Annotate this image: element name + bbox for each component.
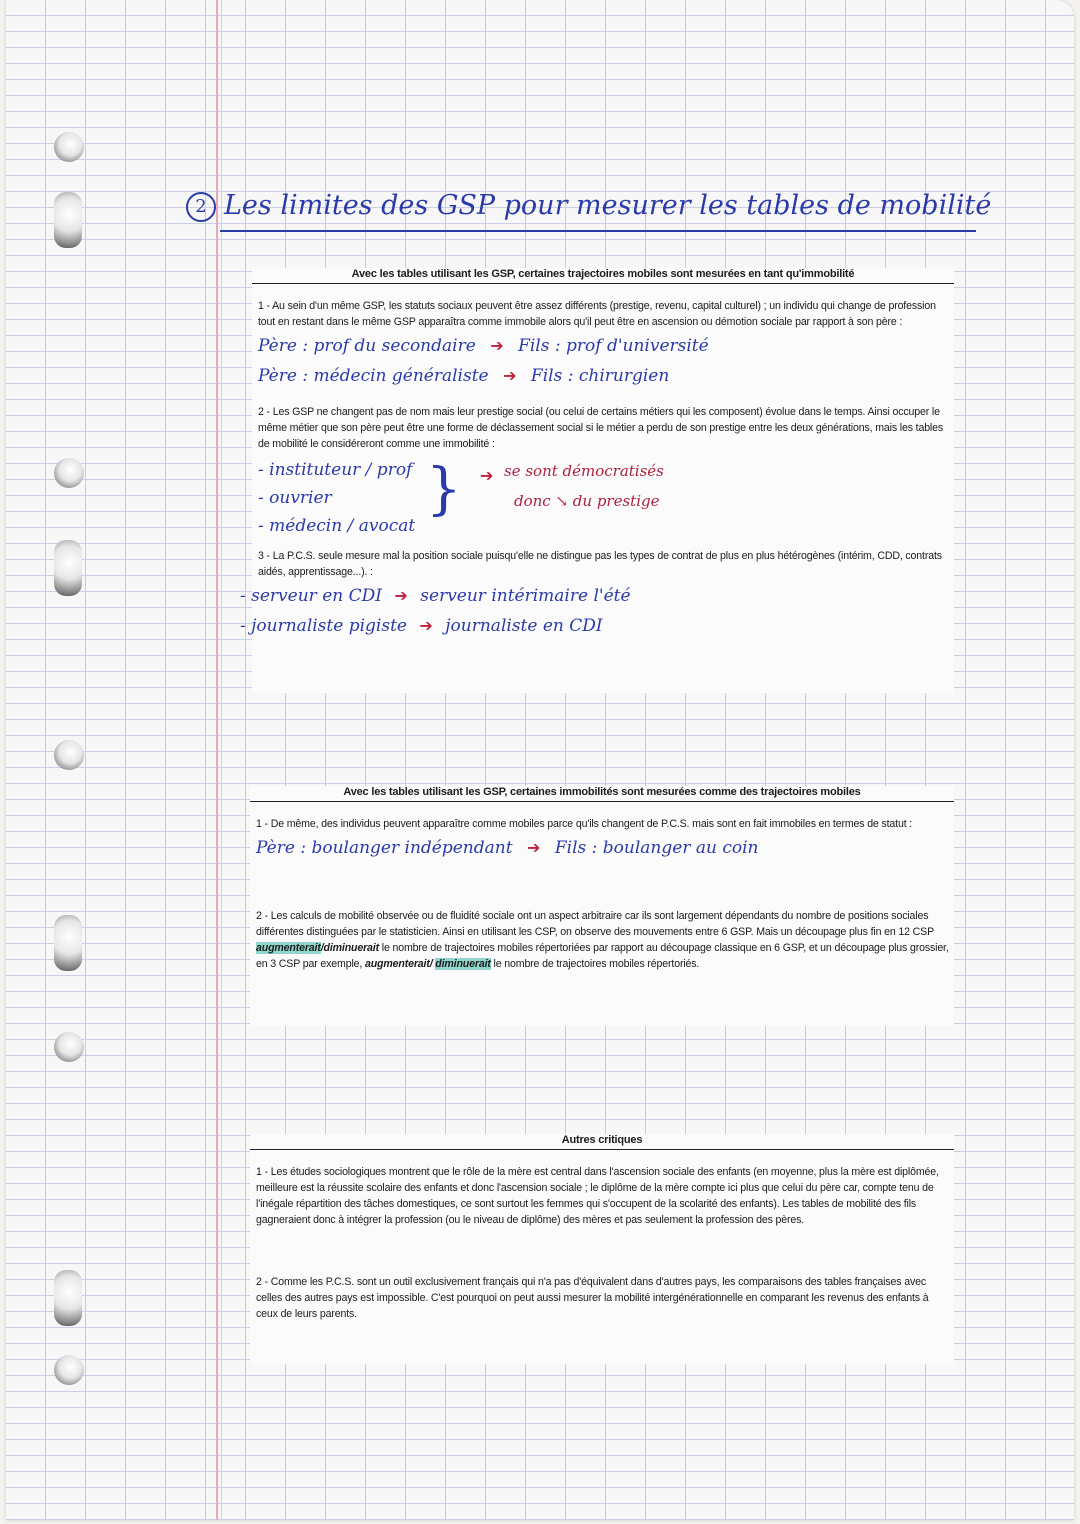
binder-hole bbox=[54, 192, 82, 248]
example-before: - journaliste pigiste bbox=[240, 616, 407, 636]
professions-list bbox=[258, 458, 954, 544]
arrow-icon: ➔ bbox=[480, 468, 494, 485]
binder-hole bbox=[54, 915, 82, 971]
notebook-page bbox=[6, 0, 1074, 1520]
note-democratised: se sont démocratisés bbox=[504, 462, 664, 480]
binder-hole bbox=[54, 540, 82, 596]
binder-hole bbox=[54, 740, 84, 770]
section-1-paragraph-3: 3 - La P.C.S. seule mesure mal la position sociale puisqu'elle ne distingue pas les types de contrat de plus en plus hétérogènes (intérim, CDD, contrats aidés, apprentissage...). : bbox=[258, 550, 942, 578]
section-1 bbox=[240, 268, 954, 693]
example-father: Père : médecin généraliste bbox=[258, 366, 489, 386]
list-item: - médecin / avocat bbox=[258, 516, 416, 536]
title-underline bbox=[220, 230, 976, 232]
binder-hole bbox=[54, 132, 84, 162]
example-row bbox=[240, 586, 954, 616]
section-3-paragraph-2: 2 - Comme les P.C.S. sont un outil exclusivement français qui n'a pas d'équivalent dans d'autres pays, les comparaisons des tables françaises avec celles des autres pays est impossible. C'est pourquoi on peut aussi mesurer la mobilité intergénérationnelle en comparant les revenus des enfants à ceux de leurs parents. bbox=[256, 1276, 929, 1320]
section-3-paragraph-1: 1 - Les études sociologiques montrent que le rôle de la mère est central dans l'ascension sociale des enfants (en moyenne, plus la mère est diplômée, meilleure est la réussite scolaire des enfants et donc l'ascension sociale ; le diplôme de la mère compte ici plus que celui du père car, compte tenu de l'inégale répartition des tâches domestiques, ce sont surtout les femmes qui s'occupent de la scolarité des enfants). Les tables de mobilité des fils gagneraient donc à intégrer la profession (ou le niveau de diplôme) des mères et pas seulement la profession des pères. bbox=[256, 1166, 939, 1226]
binder-hole bbox=[54, 1270, 82, 1326]
section-1-paragraph-1: 1 - Au sein d'un même GSP, les statuts sociaux peuvent être assez différents (prestige, revenu, capital culturel) ; un individu qui change de profession tout en restant dans le même GSP apparaîtra comme immobile alors qu'il peut être en ascension ou démotion sociale par rapport à son père : bbox=[258, 300, 936, 328]
binder-hole bbox=[54, 458, 84, 488]
section-2 bbox=[250, 786, 954, 1026]
arrow-icon: ➔ bbox=[503, 368, 517, 385]
highlighted-word: augmenterait bbox=[256, 942, 321, 954]
example-father: Père : boulanger indépendant bbox=[256, 838, 513, 858]
title-text: Les limites des GSP pour mesurer les tables de mobilité bbox=[224, 190, 992, 221]
binder-hole bbox=[54, 1355, 84, 1385]
title-number: 2 bbox=[186, 192, 216, 222]
section-3-heading: Autres critiques bbox=[250, 1134, 954, 1150]
example-row bbox=[240, 616, 954, 646]
section-1-heading: Avec les tables utilisant les GSP, certaines trajectoires mobiles sont mesurées en tant qu'immobilité bbox=[252, 268, 954, 284]
example-before: - serveur en CDI bbox=[240, 586, 382, 606]
example-row bbox=[258, 366, 954, 396]
binder-hole bbox=[54, 1032, 84, 1062]
section-2-paragraph-2: 2 - Les calculs de mobilité observée ou de fluidité sociale ont un aspect arbitraire car ils sont largement dépendants du nombre de positions sociales différentes distinguées par le statisticien. Ainsi en utilisant les CSP, on observe des mouvements entre 6 GSP. Mais un découpage plus fin en 12 CSP augmenterait/diminuerait le nombre de trajectoires mobiles répertoriées par rapport au découpage classique en 6 GSP, et un découpage plus grossier, en 3 CSP par exemple, augmenterait/ diminuerait le nombre de trajectoires mobiles répertoriés. bbox=[256, 910, 949, 970]
section-3 bbox=[250, 1134, 954, 1364]
example-row bbox=[256, 838, 954, 868]
brace-icon: } bbox=[426, 457, 462, 522]
example-son: Fils : prof d'université bbox=[518, 336, 709, 356]
list-item: - ouvrier bbox=[258, 488, 332, 508]
section-2-paragraph-1: 1 - De même, des individus peuvent apparaître comme mobiles parce qu'ils changent de P.C.S. mais sont en fait immobiles en termes de statut : bbox=[256, 818, 913, 830]
list-item: - instituteur / prof bbox=[258, 460, 413, 480]
arrow-icon: ➔ bbox=[490, 338, 504, 355]
section-2-heading: Avec les tables utilisant les GSP, certaines immobilités sont mesurées comme des trajectoires mobiles bbox=[250, 786, 954, 802]
example-son: Fils : chirurgien bbox=[530, 366, 670, 386]
arrow-icon: ➔ bbox=[394, 588, 408, 605]
note-prestige: donc ↘ du prestige bbox=[514, 492, 660, 510]
example-row bbox=[258, 336, 954, 366]
section-1-paragraph-2: 2 - Les GSP ne changent pas de nom mais leur prestige social (ou celui de certains métiers qui les composent) évolue dans le temps. Ainsi occuper le même métier que son père peut être une forme de déclassement social si le métier a perdu de son prestige entre les deux générations, mais les tables de mobilité le considéreront comme une immobilité : bbox=[258, 406, 944, 450]
arrow-icon: ➔ bbox=[419, 618, 433, 635]
example-son: Fils : boulanger au coin bbox=[554, 838, 759, 858]
example-father: Père : prof du secondaire bbox=[258, 336, 476, 356]
example-after: serveur intérimaire l'été bbox=[420, 586, 631, 606]
arrow-icon: ➔ bbox=[527, 840, 541, 857]
example-after: journaliste en CDI bbox=[445, 616, 603, 636]
highlighted-word: diminuerait bbox=[435, 958, 491, 970]
